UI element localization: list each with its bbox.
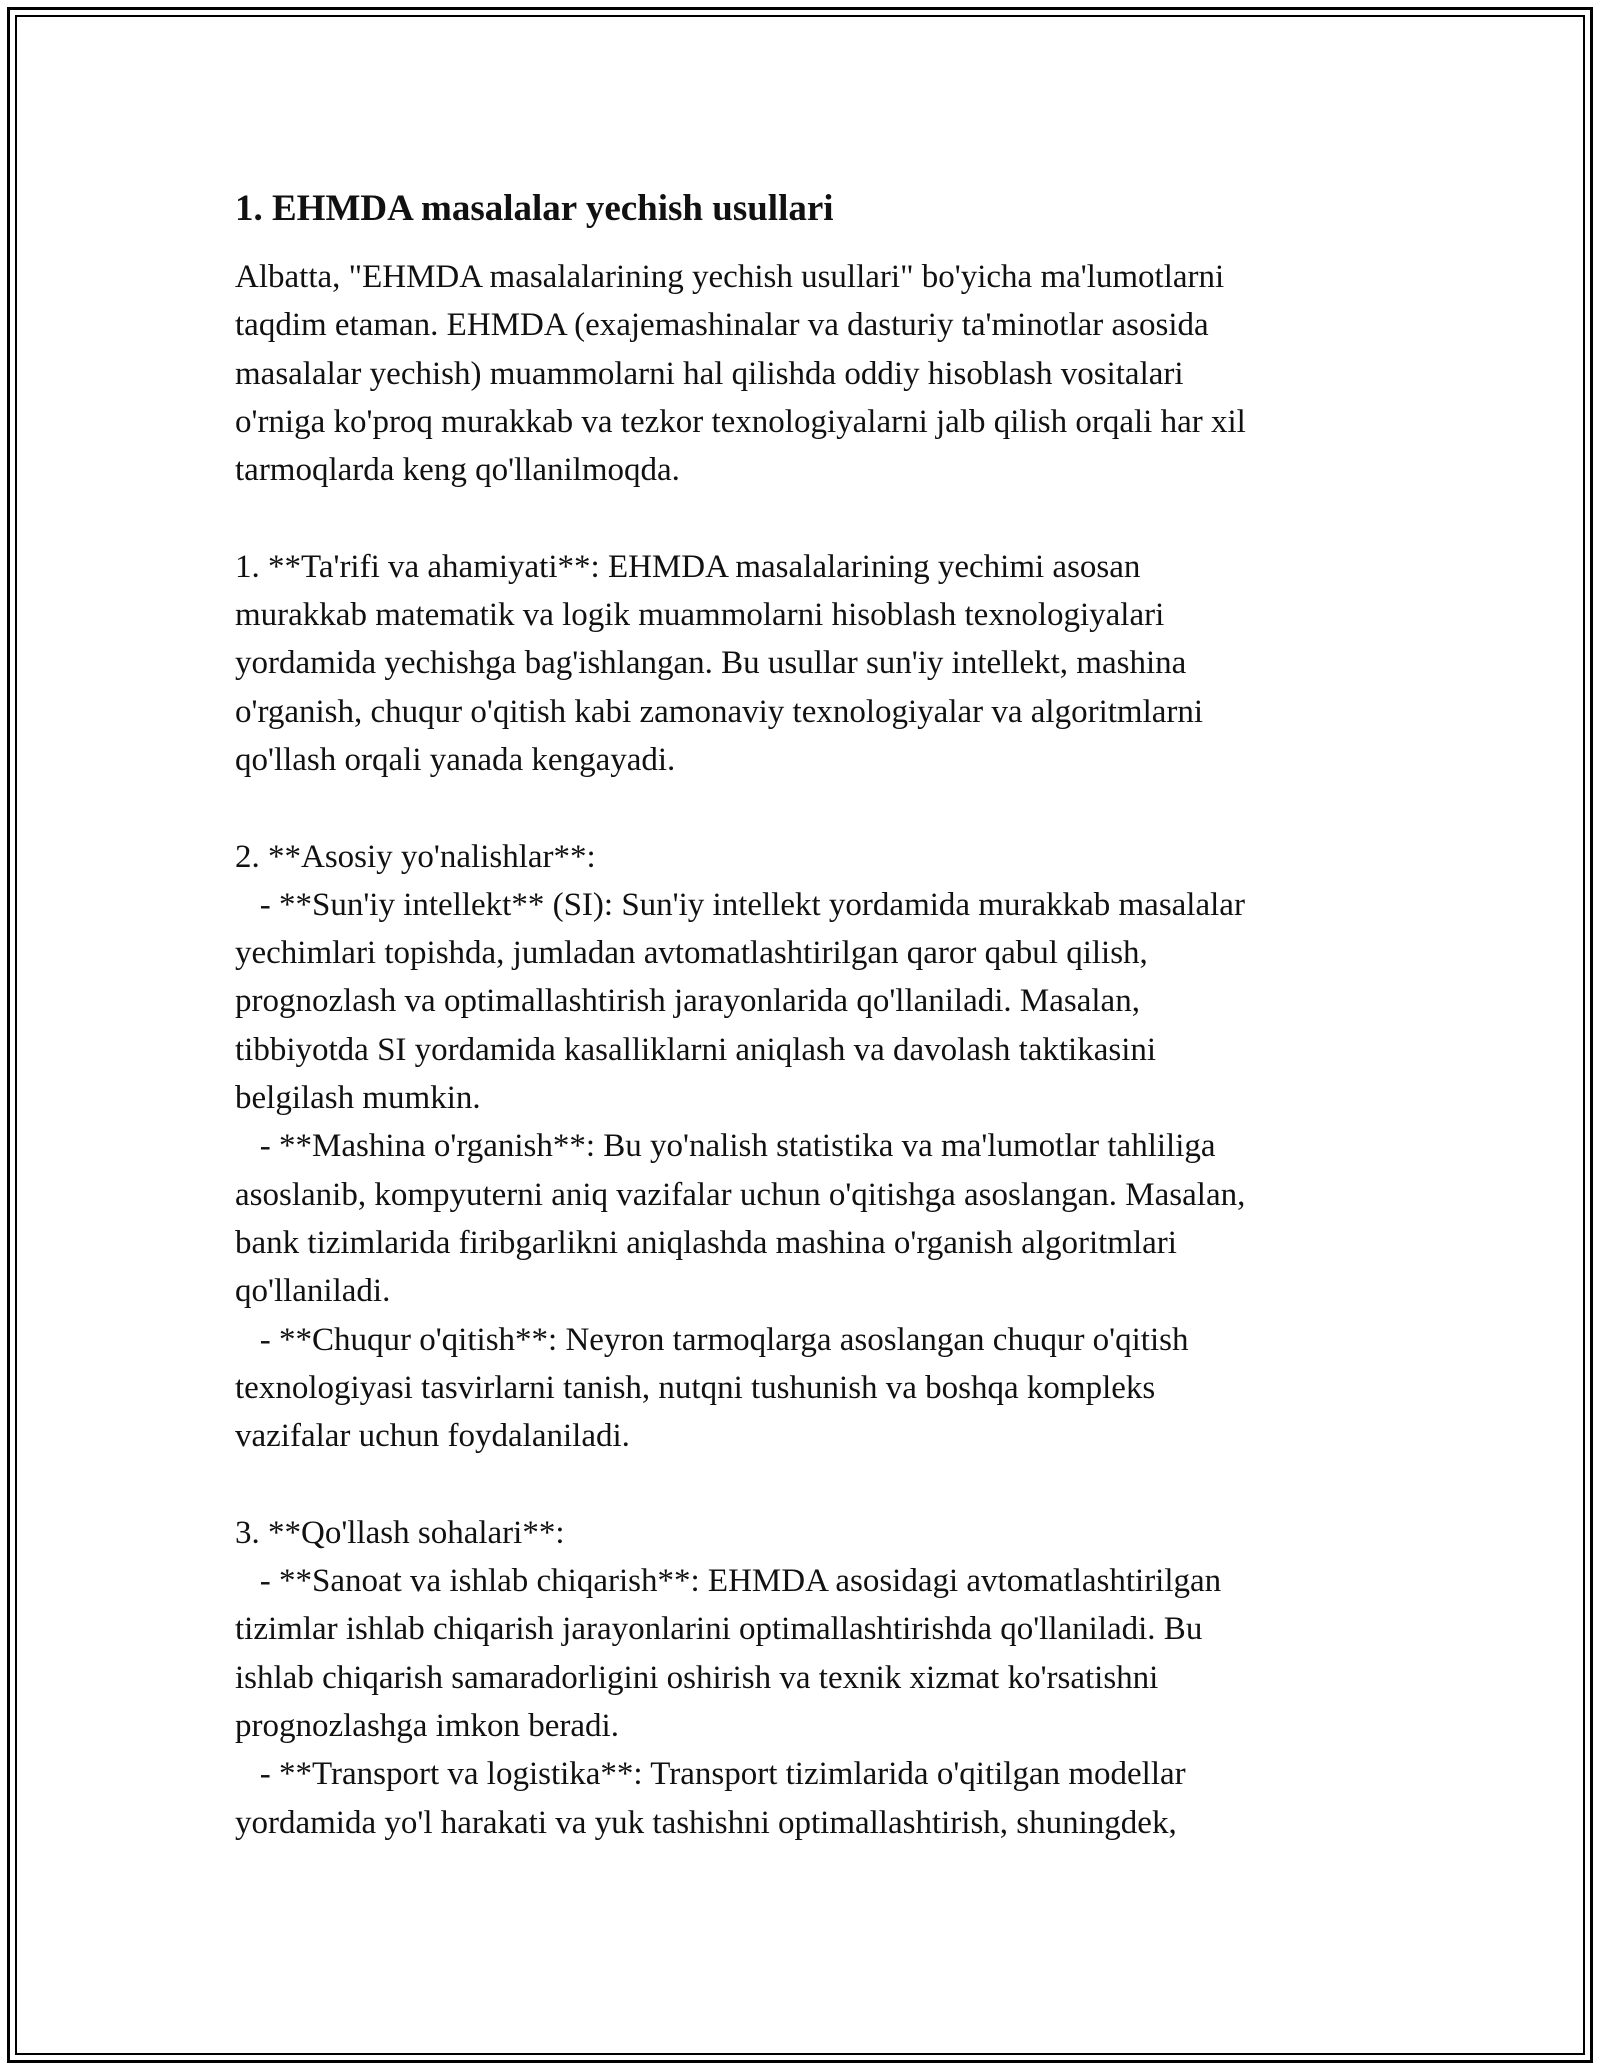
text-line: asoslanib, kompyuterni aniq vazifalar uchun o'qitishga asoslangan. Masalan, (235, 1176, 1246, 1213)
text-line: yordamida yo'l harakati va yuk tashishni optimallashtirish, shuningdek, (235, 1804, 1177, 1841)
text-line: 1. **Ta'rifi va ahamiyati**: EHMDA masalalarining yechimi asosan (235, 548, 1141, 585)
text-line: 3. **Qo'llash sohalari**: (235, 1514, 565, 1551)
text-line: tizimlar ishlab chiqarish jarayonlarini optimallashtirishda qo'llaniladi. Bu (235, 1611, 1203, 1648)
text-line: masalalar yechish) muammolarni hal qilishda oddiy hisoblash vositalari (235, 355, 1184, 392)
blank-line (235, 1460, 1375, 1508)
blank-line (235, 784, 1375, 832)
text-line: tibbiyotda SI yordamida kasalliklarni aniqlash va davolash taktikasini (235, 1031, 1157, 1068)
text-line: taqdim etaman. EHMDA (exajemashinalar va dasturiy ta'minotlar asosida (235, 307, 1209, 344)
text-line: o'rganish, chuqur o'qitish kabi zamonaviy texnologiyalar va algoritmlarni (235, 693, 1204, 730)
text-line: prognozlashga imkon beradi. (235, 1707, 619, 1744)
text-line: - **Chuqur o'qitish**: Neyron tarmoqlarga asoslangan chuqur o'qitish (235, 1321, 1189, 1358)
body-text (235, 253, 1375, 1847)
text-line: - **Sun'iy intellekt** (SI): Sun'iy intellekt yordamida murakkab masalalar (235, 886, 1245, 923)
text-line: yechimlari topishda, jumladan avtomatlashtirilgan qaror qabul qilish, (235, 935, 1148, 972)
text-line: qo'llaniladi. (235, 1273, 391, 1310)
text-line: tarmoqlarda keng qo'llanilmoqda. (235, 452, 680, 489)
text-line: qo'llash orqali yanada kengayadi. (235, 741, 676, 778)
text-line: - **Sanoat va ishlab chiqarish**: EHMDA asosidagi avtomatlashtirilgan (235, 1563, 1222, 1600)
text-line: yordamida yechishga bag'ishlangan. Bu usullar sun'iy intellekt, mashina (235, 645, 1187, 682)
section-heading: 1. EHMDA masalalar yechish usullari (235, 188, 834, 229)
text-line: 2. **Asosiy yo'nalishlar**: (235, 838, 596, 875)
text-line: bank tizimlarida firibgarlikni aniqlashda mashina o'rganish algoritmlari (235, 1224, 1177, 1261)
text-line: belgilash mumkin. (235, 1080, 481, 1117)
text-line: Albatta, "EHMDA masalalarining yechish usullari" bo'yicha ma'lumotlarni (235, 259, 1225, 295)
text-line: o'rniga ko'proq murakkab va tezkor texnologiyalarni jalb qilish orqali har xil (235, 403, 1246, 440)
text-line: texnologiyasi tasvirlarni tanish, nutqni tushunish va boshqa kompleks (235, 1369, 1156, 1406)
text-line: prognozlash va optimallashtirish jarayonlarida qo'llaniladi. Masalan, (235, 983, 1140, 1020)
blank-line (235, 494, 1375, 542)
text-line: murakkab matematik va logik muammolarni hisoblash texnologiyalari (235, 597, 1165, 634)
text-line: - **Mashina o'rganish**: Bu yo'nalish statistika va ma'lumotlar tahliliga (235, 1128, 1216, 1165)
text-line: ishlab chiqarish samaradorligini oshirish va texnik xizmat ko'rsatishni (235, 1659, 1159, 1696)
text-line: vazifalar uchun foydalaniladi. (235, 1418, 630, 1455)
document-body (235, 185, 1375, 1847)
text-line: - **Transport va logistika**: Transport tizimlarida o'qitilgan modellar (235, 1756, 1186, 1793)
